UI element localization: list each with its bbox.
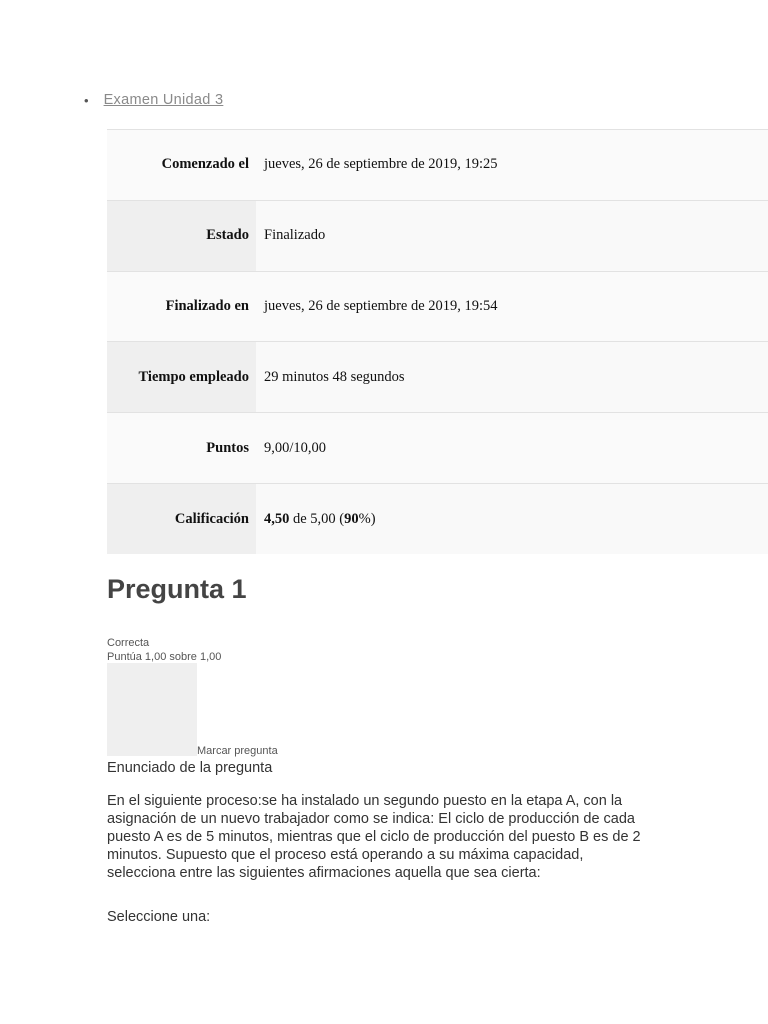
- grade-out-of: de 5,00 (: [289, 510, 345, 527]
- summary-row-state: [107, 200, 768, 271]
- summary-label: Calificación: [107, 483, 256, 554]
- summary-value: 29 minutos 48 segundos: [256, 342, 768, 413]
- summary-label: Puntos: [107, 413, 256, 484]
- breadcrumb: [84, 92, 223, 108]
- summary-label: Finalizado en: [107, 271, 256, 342]
- question-status: Correcta: [107, 637, 150, 649]
- summary-label: Estado: [107, 200, 256, 271]
- question-title: Pregunta 1: [107, 574, 247, 604]
- summary-label: Tiempo empleado: [107, 342, 256, 413]
- grade-percent-suffix: %): [358, 510, 376, 527]
- summary-row-time-taken: [107, 342, 768, 413]
- summary-row-started: [107, 130, 768, 201]
- select-one-prompt: Seleccione una:: [107, 909, 211, 925]
- summary-row-grade: [107, 483, 768, 554]
- summary-value: jueves, 26 de septiembre de 2019, 19:25: [256, 130, 768, 201]
- question-score: Puntúa 1,00 sobre 1,00: [107, 651, 222, 663]
- grade-percent: 90: [344, 510, 359, 527]
- summary-label: Comenzado el: [107, 130, 256, 201]
- question-info: [107, 636, 221, 664]
- summary-value: jueves, 26 de septiembre de 2019, 19:54: [256, 271, 768, 342]
- summary-value: 9,00/10,00: [256, 413, 768, 484]
- grade-value: 4,50: [264, 510, 290, 527]
- breadcrumb-link-examen[interactable]: Examen Unidad 3: [103, 92, 224, 108]
- quiz-summary-table: [107, 129, 768, 554]
- summary-row-points: [107, 413, 768, 484]
- flag-question-box[interactable]: [107, 663, 197, 756]
- flag-question-link[interactable]: Marcar pregunta: [197, 745, 278, 757]
- question-statement: En el siguiente proceso:se ha instalado un segundo puesto en la etapa A, con la asignación de un nuevo trabajador como se indica: El ciclo de producción de cada puesto A es de 5 minutos, mientras que el ciclo de producción del puesto B es de 2 minutos. Supuesto que el proceso está operando a su máxima capacidad, selecciona entre las siguientes afirmaciones aquella que sea cierta:: [107, 793, 641, 881]
- statement-heading: Enunciado de la pregunta: [107, 760, 273, 776]
- summary-value-grade: [256, 483, 768, 554]
- summary-value: Finalizado: [256, 200, 768, 271]
- summary-row-finished: [107, 271, 768, 342]
- breadcrumb-bullet: •: [84, 92, 89, 108]
